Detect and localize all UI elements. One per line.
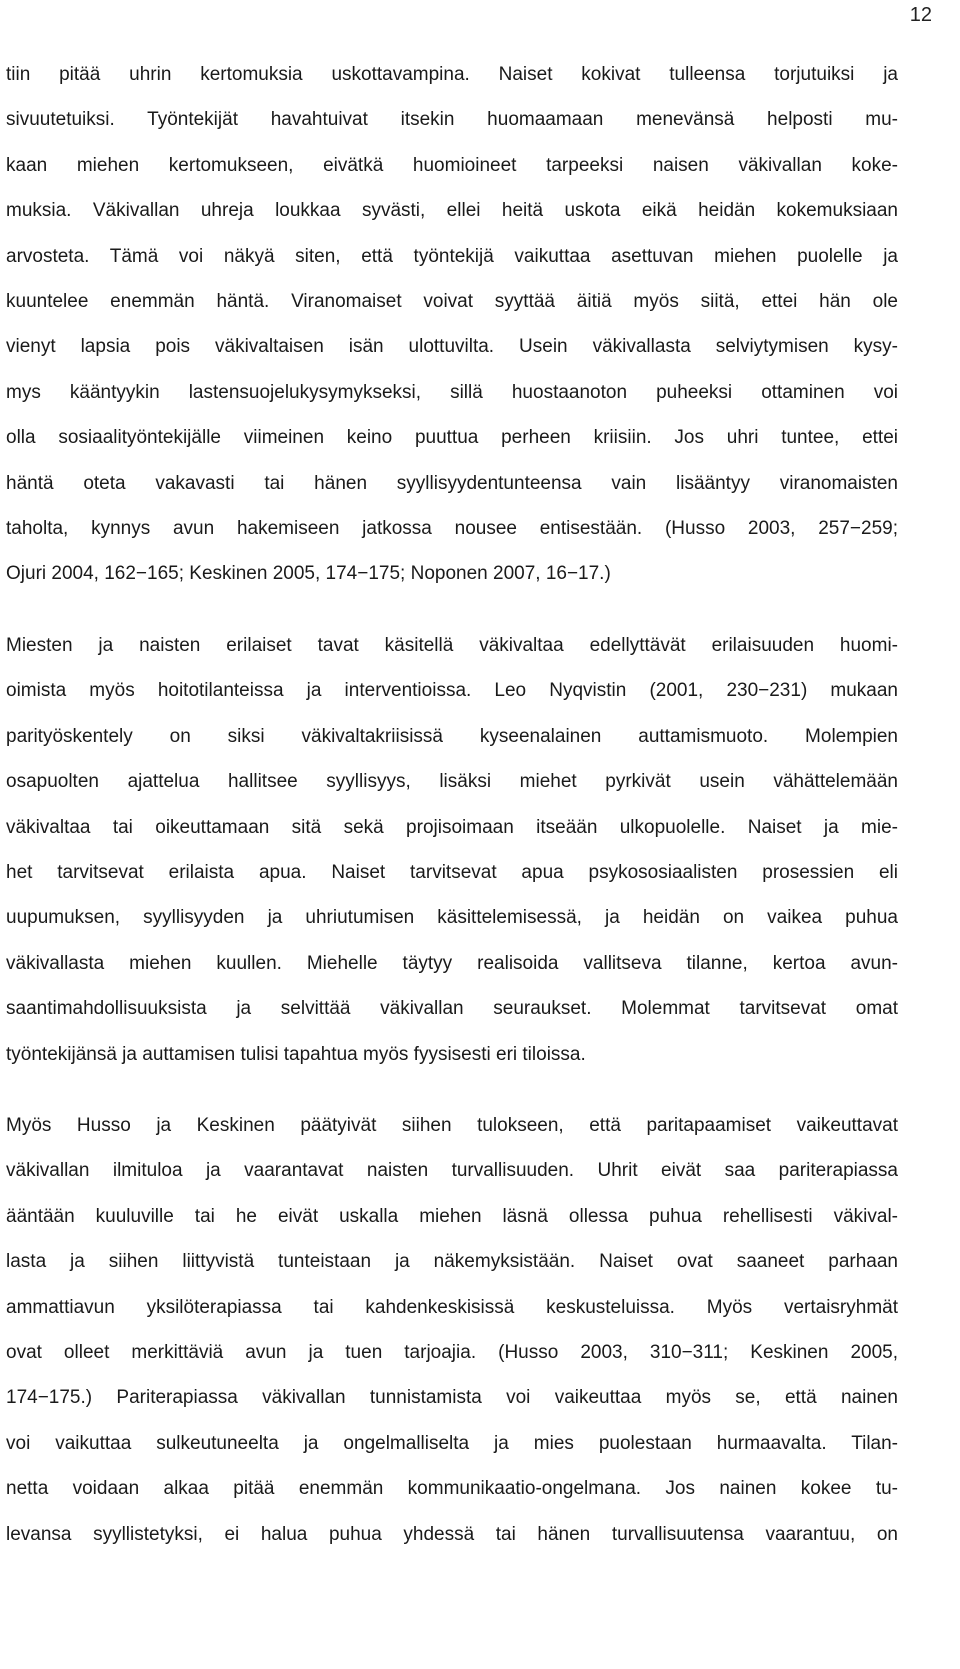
text-line: osapuolten ajattelua hallitsee syyllisyys, lisäksi miehet pyrkivät usein vähättelemään — [6, 771, 898, 793]
text-line: Miesten ja naisten erilaiset tavat käsitellä väkivaltaa edellyttävät erilaisuuden huomi- — [6, 634, 898, 656]
text-line: parityöskentely on siksi väkivaltakriisissä kyseenalainen auttamismuoto. Molempien — [6, 725, 898, 747]
text-line: tiin pitää uhrin kertomuksia uskottavampina. Naiset kokivat tulleensa torjutuiksi ja — [6, 64, 898, 85]
text-line: ovat olleet merkittäviä avun ja tuen tarjoajia. (Husso 2003, 310−311; Keskinen 2005, — [6, 1341, 898, 1363]
text-line: väkivallan ilmituloa ja vaarantavat naisten turvallisuuden. Uhrit eivät saa pariterapiassa — [6, 1160, 898, 1182]
text-line: 174−175.) Pariterapiassa väkivallan tunnistamista voi vaikeuttaa myös se, että nainen — [6, 1387, 898, 1409]
text-line: olla sosiaalityöntekijälle viimeinen keino puuttua perheen kriisiin. Jos uhri tuntee, ettei — [6, 427, 898, 449]
paragraph-2 — [6, 623, 898, 1077]
text-line: väkivallasta miehen kuullen. Miehelle täytyy realisoida vallitseva tilanne, kertoa avun- — [6, 952, 898, 974]
text-line: ammattiavun yksilöterapiassa tai kahdenkeskisissä keskusteluissa. Myös vertaisryhmät — [6, 1296, 898, 1318]
text-line: Myös Husso ja Keskinen päätyivät siihen tulokseen, että paritapaamiset vaikeuttavat — [6, 1114, 898, 1136]
text-line: mys kääntyykin lastensuojelukysymykseksi, sillä huostaanoton puheeksi ottaminen voi — [6, 381, 898, 403]
text-line: oimista myös hoitotilanteissa ja interventioissa. Leo Nyqvistin (2001, 230−231) mukaan — [6, 680, 898, 702]
text-line: kaan miehen kertomukseen, eivätkä huomioineet tarpeeksi naisen väkivallan koke- — [6, 154, 898, 176]
text-line: sivuutetuiksi. Työntekijät havahtuivat itsekin huomaamaan menevänsä helposti mu- — [6, 109, 898, 131]
text-line: taholta, kynnys avun hakemiseen jatkossa nousee entisestään. (Husso 2003, 257−259; — [6, 518, 898, 540]
page-number: 12 — [909, 4, 932, 26]
text-line: muksia. Väkivallan uhreja loukkaa syvästi, ellei heitä uskota eikä heidän kokemuksiaan — [6, 200, 898, 222]
document-body — [6, 52, 898, 1557]
text-line: het tarvitsevat erilaista apua. Naiset tarvitsevat apua psykososiaalisten prosessien eli — [6, 861, 898, 883]
text-line: netta voidaan alkaa pitää enemmän kommunikaatio-ongelmana. Jos nainen kokee tu- — [6, 1478, 898, 1500]
text-line: saantimahdollisuuksista ja selvittää väkivallan seuraukset. Molemmat tarvitsevat omat — [6, 998, 898, 1020]
text-line: voi vaikuttaa sulkeutuneelta ja ongelmalliselta ja mies puolestaan hurmaavalta. Tilan- — [6, 1432, 898, 1454]
paragraph-3 — [6, 1103, 898, 1557]
text-line: väkivaltaa tai oikeuttamaan sitä sekä projisoimaan itseään ulkopuolelle. Naiset ja mie- — [6, 816, 898, 838]
text-line: vienyt lapsia pois väkivaltaisen isän ulottuvilta. Usein väkivallasta selviytymisen kysy- — [6, 336, 898, 358]
text-line: Ojuri 2004, 162−165; Keskinen 2005, 174−175; Noponen 2007, 16−17.) — [6, 563, 611, 585]
text-line: levansa syyllistetyksi, ei halua puhua yhdessä tai hänen turvallisuutensa vaarantuu, on — [6, 1523, 898, 1545]
text-line: uupumuksen, syyllisyyden ja uhriutumisen käsittelemisessä, ja heidän on vaikea puhua — [6, 907, 898, 929]
paragraph-1 — [6, 52, 898, 597]
text-line: häntä oteta vakavasti tai hänen syyllisyydentunteensa vain lisääntyy viranomaisten — [6, 472, 898, 494]
text-line: ääntään kuuluville tai he eivät uskalla miehen läsnä ollessa puhua rehellisesti väkival- — [6, 1205, 898, 1227]
text-line: arvosteta. Tämä voi näkyä siten, että työntekijä vaikuttaa asettuvan miehen puolelle ja — [6, 245, 898, 267]
text-line: kuuntelee enemmän häntä. Viranomaiset voivat syyttää äitiä myös siitä, ettei hän ole — [6, 291, 898, 313]
text-line: lasta ja siihen liittyvistä tunteistaan ja näkemyksistään. Naiset ovat saaneet parhaan — [6, 1251, 898, 1273]
text-line: työntekijänsä ja auttamisen tulisi tapahtua myös fyysisesti eri tiloissa. — [6, 1043, 586, 1065]
